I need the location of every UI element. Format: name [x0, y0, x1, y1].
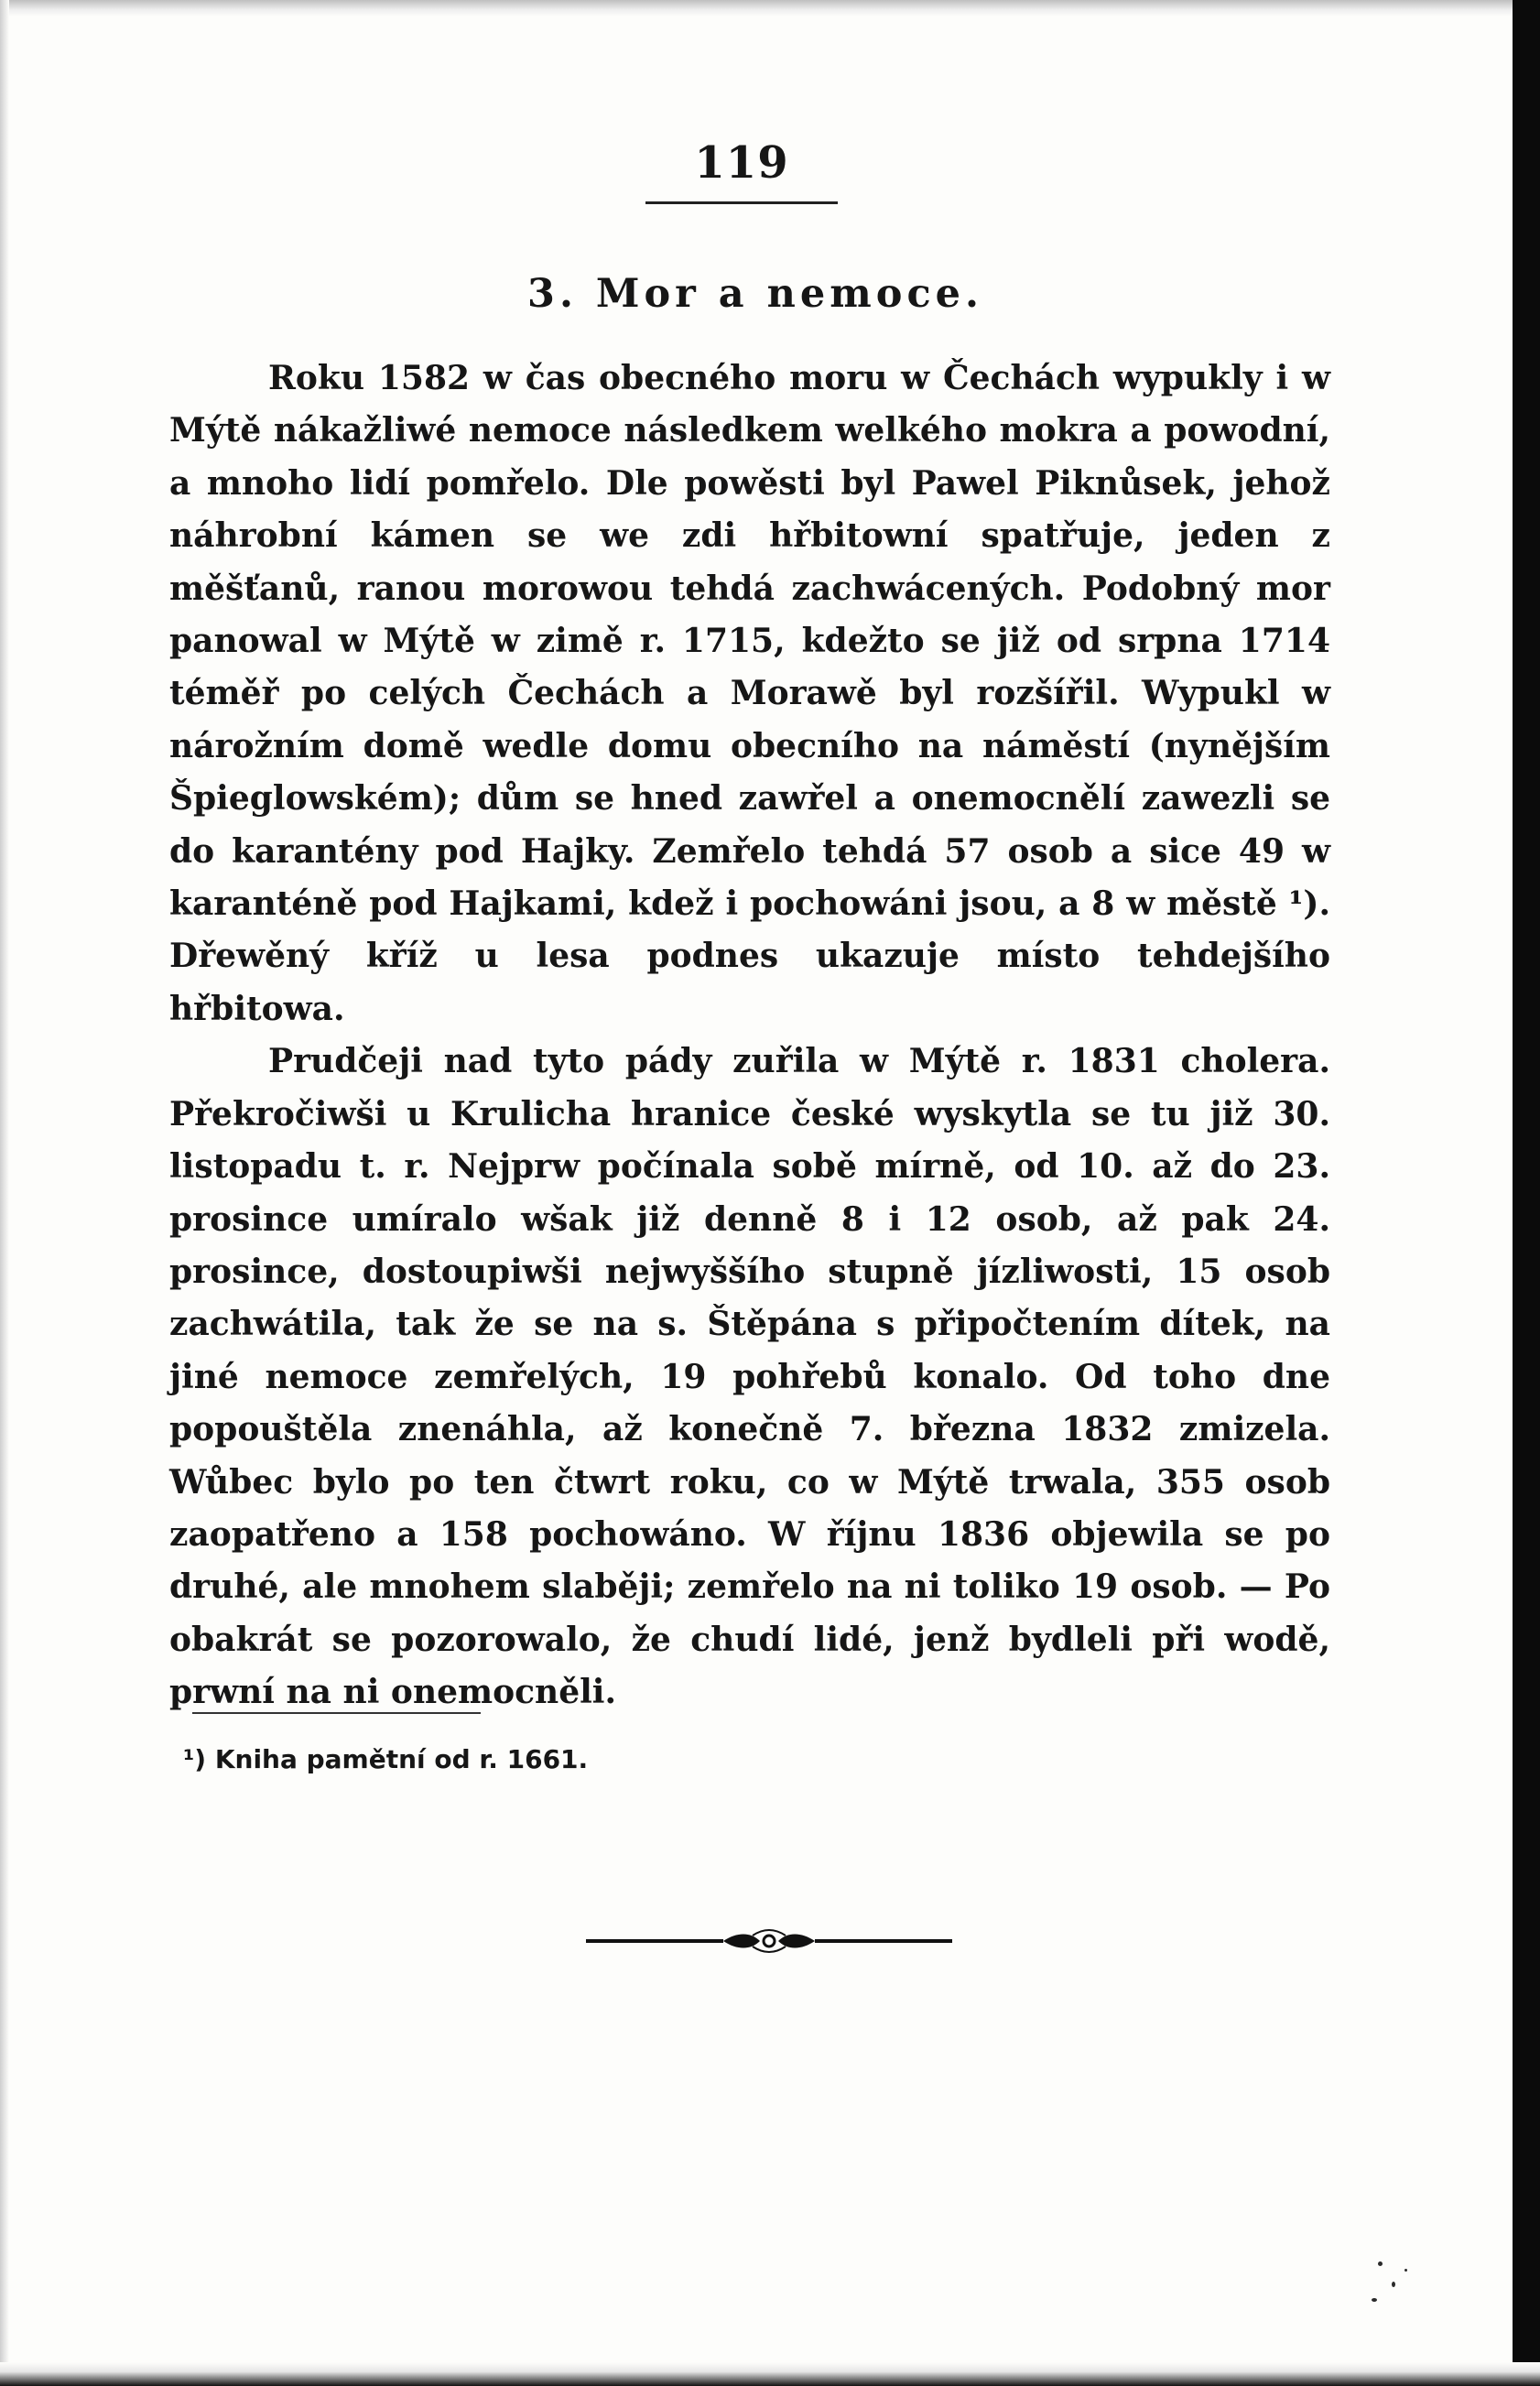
section-title: 3. Mor a nemoce.	[527, 271, 983, 317]
flourish-ornament-icon	[586, 1923, 952, 1959]
footnote-text: Kniha pamětní od r. 1661.	[214, 1744, 589, 1774]
scan-speck	[1404, 2269, 1407, 2272]
footnote-marker: ¹)	[183, 1744, 207, 1774]
footnote	[183, 1744, 588, 1774]
scan-speck	[1378, 2261, 1383, 2266]
body-text	[169, 352, 1330, 1719]
footnote-separator	[192, 1712, 481, 1714]
scan-edge-bottom	[0, 2362, 1540, 2386]
page-number-underline	[645, 201, 838, 204]
scan-edge-top	[0, 0, 1540, 16]
paragraph-cholera: Prudčeji nad tyto pády zuřila w Mýtě r. 1831 cholera. Překročiwši u Krulicha hranice české wyskytla se tu již 30. listopadu t. r. Nejprw počínala sobě mírně, od 10. až do 23. prosince umíralo wšak již denně 8 i 12 osob, až pak 24. prosince, dostoupiwši nejwyššího stupně jízliwosti, 15 osob zachwátila, tak že se na s. Štěpána s připočtením dítek, na jiné nemoce zemřelých, 19 pohřebů konalo. Od toho dne popouštěla znenáhla, až konečně 7. března 1832 zmizela. Wůbec bylo po ten čtwrt roku, co w Mýtě trwala, 355 osob zaopatřeno a 158 pochowáno. W říjnu 1836 objewila se po druhé, ale mnohem slaběji; zemřelo na ni toliko 19 osob. — Po obakrát se pozorowalo, že chudí lidé, jenž bydleli při wodě, prwní na ni onemocněli.	[169, 1042, 1330, 1712]
scan-edge-right	[1513, 0, 1540, 2386]
page-number: 119	[694, 137, 789, 189]
scan-edge-left	[0, 0, 9, 2386]
scan-speck	[1392, 2282, 1395, 2287]
paragraph-plague: Roku 1582 w čas obecného moru w Čechách wypukly i w Mýtě nákažliwé nemoce následkem welkého mokra a powodní, a mnoho lidí pomřelo. Dle powěsti byl Pawel Piknůsek, jehož náhrobní kámen se we zdi hřbitowní spatřuje, jeden z měšťanů, ranou morowou tehdá zachwácených. Podobný mor panowal w Mýtě w zimě r. 1715, kdežto se již od srpna 1714 téměř po celých Čechách a Morawě byl rozšířil. Wypukl w nárožním domě wedle domu obecního na náměstí (nynějším Špieglowském); dům se hned zawřel a onemocnělí zawezli se do karantény pod Hajky. Zemřelo tehdá 57 osob a sice 49 w karanténě pod Hajkami, kdež i pochowáni jsou, a 8 w městě ¹). Dřewěný kříž u lesa podnes ukazuje místo tehdejšího hřbitowa.	[169, 359, 1330, 1028]
scan-speck	[1372, 2298, 1377, 2302]
